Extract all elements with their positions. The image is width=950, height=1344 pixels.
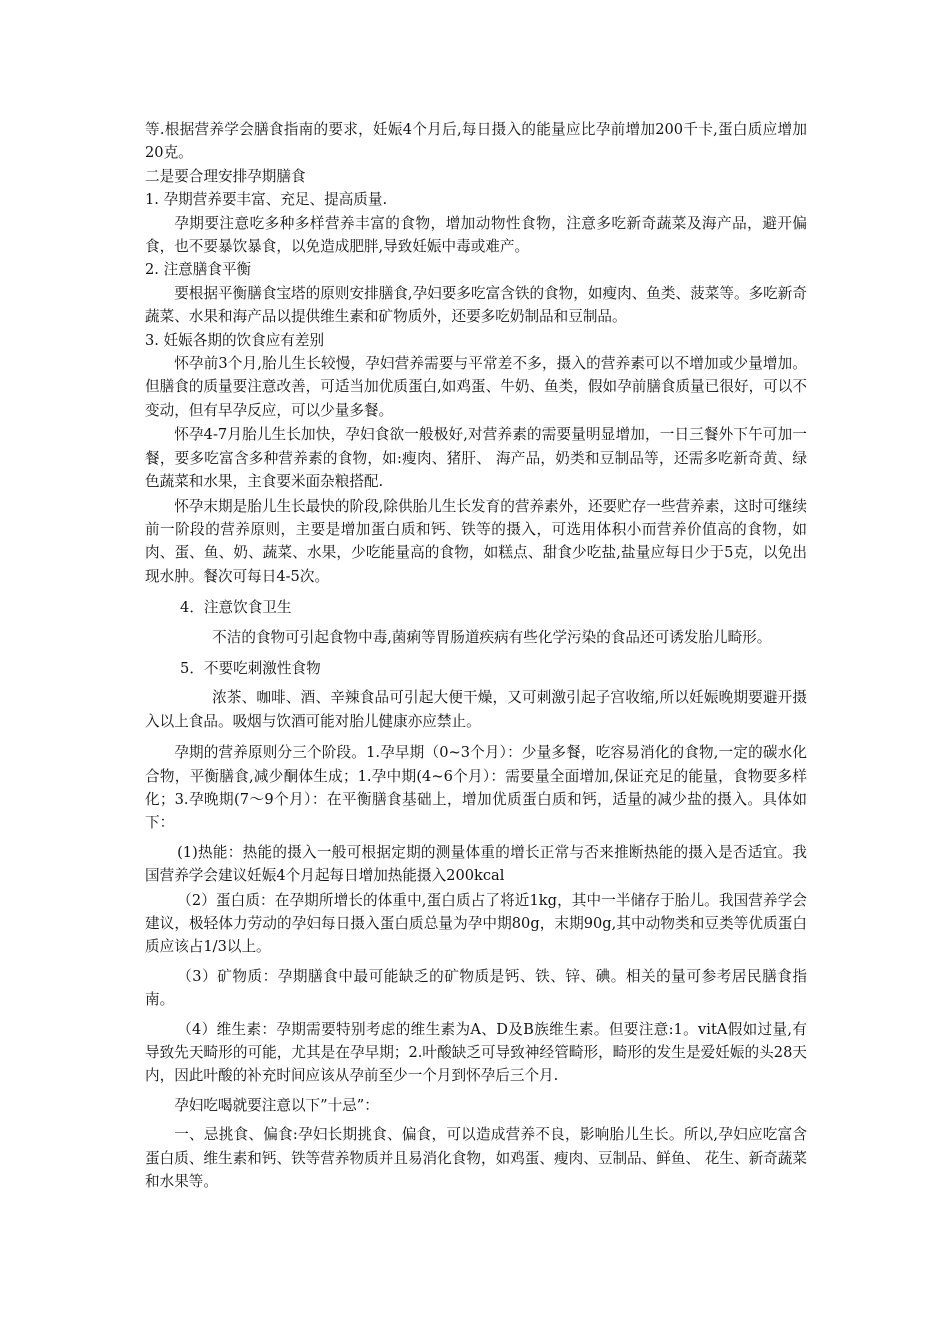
paragraph-three-stage-principles: 孕期的营养原则分三个阶段。1.孕早期（0~3个月）：少量多餐，吃容易消化的食物,一定的碳水化合物，平衡膳食,减少酮体生成；1.孕中期(4~6个月）：需要量全面增加,保证充足的能量，食物要多样化；3.孕晚期(7～9个月）：在平衡膳食基础上，增加优质蛋白质和钙，适量的减少盐的摄入。具体如下： <box>145 744 807 832</box>
subheading-diet-by-stage: 3. 妊娠各期的饮食应有差别 <box>145 331 325 349</box>
paragraph-irritating-food: 浓茶、咖啡、酒、辛辣食品可引起大便干燥，又可刺激引起子宫收缩,所以妊娠晚期要避开摄入以上食品。吸烟与饮酒可能对胎儿健康亦应禁止。 <box>145 689 807 730</box>
subheading-ten-taboos: 孕妇吃喝就要注意以下”十忌”： <box>174 1096 379 1114</box>
paragraph-late-pregnancy: 怀孕末期是胎儿生长最快的阶段,除供胎儿生长发育的营养素外，还要贮存一些营养素，这时可继续前一阶段的营养原则，主要是增加蛋白质和钙、铁等的摄入，可选用体积小而营养价值高的食物，如肉、蛋、鱼、奶、蔬菜、水果，少吃能量高的食物，如糕点、甜食少吃盐,盐量应每日少于5克，以免出现水肿。餐次可每日4-5次。 <box>145 497 807 585</box>
section-heading-diet-arrangement: 二是要合理安排孕期膳食 <box>145 167 306 185</box>
paragraph-protein: （2）蛋白质：在孕期所增长的体重中,蛋白质占了将近1kg，其中一半储存于胎儿。我国营养学会建议，极轻体力劳动的孕妇每日摄入蛋白质总量为孕中期80g，末期90g,其中动物类和豆类等优质蛋白质应该占1/3以上。 <box>145 891 807 956</box>
paragraph-food-hygiene: 不洁的食物可引起食物中毒,菌痢等胃肠道疾病有些化学污染的食品还可诱发胎儿畸形。 <box>212 628 772 646</box>
paragraph-months-four-to-seven: 怀孕4-7月胎儿生长加快，孕妇食欲一般极好,对营养素的需要量明显增加，一日三餐外下午可加一餐，要多吃富含多种营养素的食物，如:瘦肉、猪肝、 海产品，奶类和豆制品等，还需多吃新奇黄、绿色蔬菜和水果，主食要米面杂粮搭配. <box>145 426 807 491</box>
document-body <box>145 118 807 1193</box>
paragraph-taboo-picky-eating: 一、忌挑食、偏食:孕妇长期挑食、偏食，可以造成营养不良，影响胎儿生长。所以,孕妇应吃富含蛋白质、维生素和钙、铁等营养物质并且易消化食物，如鸡蛋、瘦肉、豆制品、鲜鱼、 花生、新奇蔬菜和水果等。 <box>145 1126 807 1191</box>
paragraph-vitamins: （4）维生素：孕期需要特别考虑的维生素为A、D及B族维生素。但要注意:1。vitA假如过量,有导致先天畸形的可能，尤其是在孕早期；2.叶酸缺乏可导致神经管畸形，畸形的发生是爱妊娠的头28天内，因此叶酸的补充时间应该从孕前至少一个月到怀孕后三个月. <box>145 1020 807 1085</box>
paragraph-energy: (1)热能：热能的摄入一般可根据定期的测量体重的增长正常与否来推断热能的摄入是否适宜。我国营养学会建议妊娠4个月起每日增加热能摄入200kcal <box>145 843 807 885</box>
paragraph-energy-intake: 等.根据营养学会膳食指南的要求，妊娠4个月后,每日摄入的能量应比孕前增加200千卡,蛋白质应增加20克。 <box>145 121 807 162</box>
paragraph-first-three-months: 怀孕前3个月,胎儿生长较慢，孕妇营养需要与平常差不多，摄入的营养素可以不增加或少量增加。但膳食的质量要注意改善，可适当加优质蛋白,如鸡蛋、牛奶、鱼类，假如孕前膳食质量已很好，可以不变动，但有早孕反应，可以少量多餐。 <box>145 355 807 419</box>
paragraph-diverse-food: 孕期要注意吃多种多样营养丰富的食物，增加动物性食物，注意多吃新奇蔬菜及海产品，避开偏食，也不要暴饮暴食，以免造成肥胖,导致妊娠中毒或难产。 <box>145 214 807 256</box>
paragraph-balanced-diet: 要根据平衡膳食宝塔的原则安排膳食,孕妇要多吃富含铁的食物，如瘦肉、鱼类、菠菜等。多吃新奇蔬菜、水果和海产品以提供维生素和矿物质外，还要多吃奶制品和豆制品。 <box>145 284 807 326</box>
paragraph-minerals: （3）矿物质：孕期膳食中最可能缺乏的矿物质是钙、铁、锌、碘。相关的量可参考居民膳食指南。 <box>145 967 807 1009</box>
subheading-rich-nutrition: 1. 孕期营养要丰富、充足、提高质量. <box>145 191 388 209</box>
subheading-balanced-diet: 2. 注意膳食平衡 <box>145 261 252 279</box>
subheading-no-irritating-food: 5．不要吃刺激性食物 <box>180 659 321 677</box>
subheading-food-hygiene: 4．注意饮食卫生 <box>180 599 292 617</box>
